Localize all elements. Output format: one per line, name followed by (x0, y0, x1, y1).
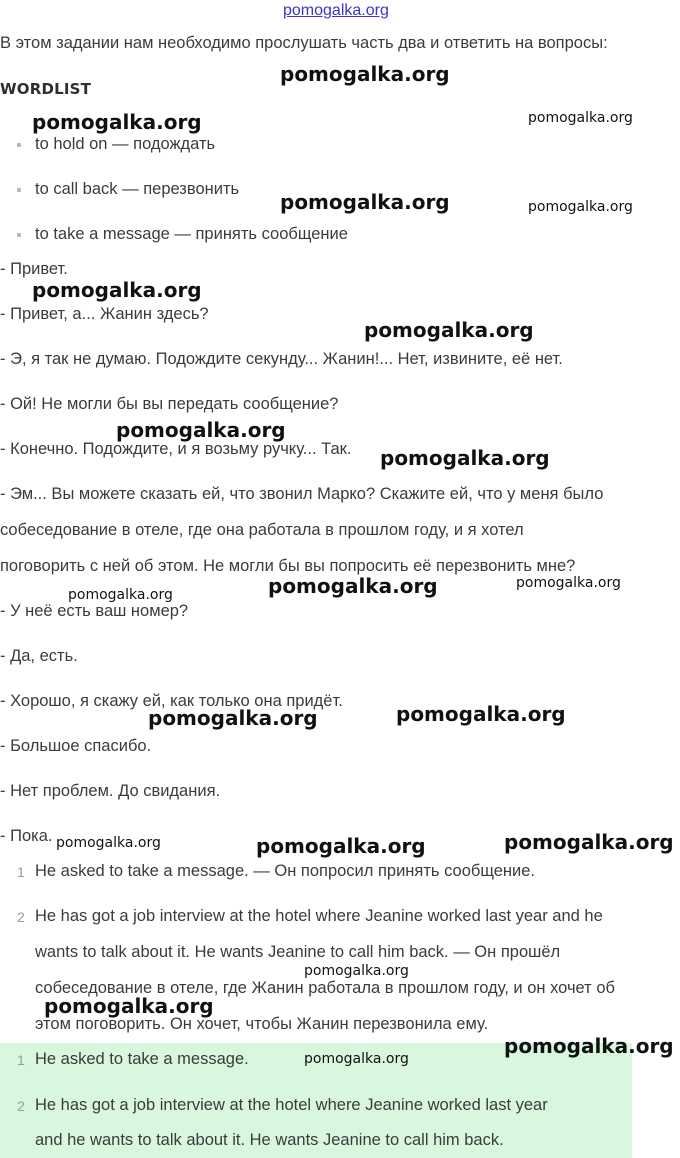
watermark: pomogalka.org (56, 835, 161, 851)
watermark: pomogalka.org (396, 702, 566, 726)
dialogue-line: - Нет проблем. До свидания. (0, 782, 221, 800)
dialogue-line: - Привет, а... Жанин здесь? (0, 305, 209, 323)
watermark: pomogalka.org (256, 834, 426, 858)
answer-line: He has got a job interview at the hotel where Jeanine worked last year and he (35, 907, 603, 925)
watermark: pomogalka.org (32, 278, 202, 302)
watermark: pomogalka.org (116, 418, 286, 442)
watermark: pomogalka.org (528, 199, 633, 215)
dialogue-line: - Да, есть. (0, 647, 78, 665)
watermark: pomogalka.org (32, 110, 202, 134)
answer-number: 1 (17, 864, 25, 880)
watermark: pomogalka.org (280, 62, 450, 86)
watermark: pomogalka.org (304, 963, 409, 979)
watermark: pomogalka.org (148, 706, 318, 730)
dialogue-line: - Привет. (0, 260, 68, 278)
intro-text: В этом задании нам необходимо прослушать часть два и ответить на вопросы: (0, 34, 608, 52)
dialogue-line: - Большое спасибо. (0, 737, 152, 755)
watermark: pomogalka.org (68, 587, 173, 603)
site-link[interactable]: pomogalka.org (283, 2, 389, 19)
dialogue-line: - Хорошо, я скажу ей, как только она придёт. (0, 692, 343, 710)
answer-number: 2 (17, 1098, 25, 1114)
watermark: pomogalka.org (280, 190, 450, 214)
dialogue-line: - Конечно. Подождите, и я возьму ручку... Так. (0, 440, 352, 458)
wordlist-title: WORDLIST (0, 80, 92, 98)
watermark: pomogalka.org (504, 1034, 674, 1058)
answer-number: 1 (17, 1052, 25, 1068)
bullet-icon (17, 233, 21, 237)
watermark: pomogalka.org (268, 574, 438, 598)
bullet-icon (17, 143, 21, 147)
watermark: pomogalka.org (380, 446, 550, 470)
dialogue-line: - Пока. (0, 827, 53, 845)
wordlist-item: to take a message — принять сообщение (35, 225, 348, 243)
correct-answer-line: He asked to take a message. (35, 1050, 249, 1068)
bullet-icon (17, 188, 21, 192)
watermark: pomogalka.org (528, 110, 633, 126)
dialogue-line: - У неё есть ваш номер? (0, 602, 189, 620)
correct-answer-line: He has got a job interview at the hotel where Jeanine worked last year (35, 1096, 548, 1114)
wordlist-item: to hold on — подождать (35, 135, 216, 153)
dialogue-line: - Эм... Вы можете сказать ей, что звонил Марко? Скажите ей, что у меня было (0, 485, 604, 503)
watermark: pomogalka.org (44, 994, 214, 1018)
answer-number: 2 (17, 909, 25, 925)
wordlist-item: to call back — перезвонить (35, 180, 240, 198)
dialogue-line: - Ой! Не могли бы вы передать сообщение? (0, 395, 339, 413)
answer-line: wants to talk about it. He wants Jeanine to call him back. — Он прошёл (35, 943, 561, 961)
dialogue-line: собеседование в отеле, где она работала в прошлом году, и я хотел (0, 521, 524, 539)
watermark: pomogalka.org (504, 830, 674, 854)
dialogue-line: - Э, я так не думаю. Подождите секунду... Жанин!... Нет, извините, её нет. (0, 350, 563, 368)
answer-line: собеседование в отеле, где Жанин работала в прошлом году, и он хочет об (35, 979, 615, 997)
dialogue-line: поговорить с ней об этом. Не могли бы вы попросить её перезвонить мне? (0, 557, 576, 575)
answer-line: He asked to take a message. — Он попросил принять сообщение. (35, 862, 535, 880)
watermark: pomogalka.org (304, 1051, 409, 1067)
watermark: pomogalka.org (516, 575, 621, 591)
correct-answer-line: and he wants to talk about it. He wants Jeanine to call him back. (35, 1131, 504, 1149)
answer-line: этом поговорить. Он хочет, чтобы Жанин перезвонила ему. (35, 1015, 489, 1033)
watermark: pomogalka.org (364, 318, 534, 342)
